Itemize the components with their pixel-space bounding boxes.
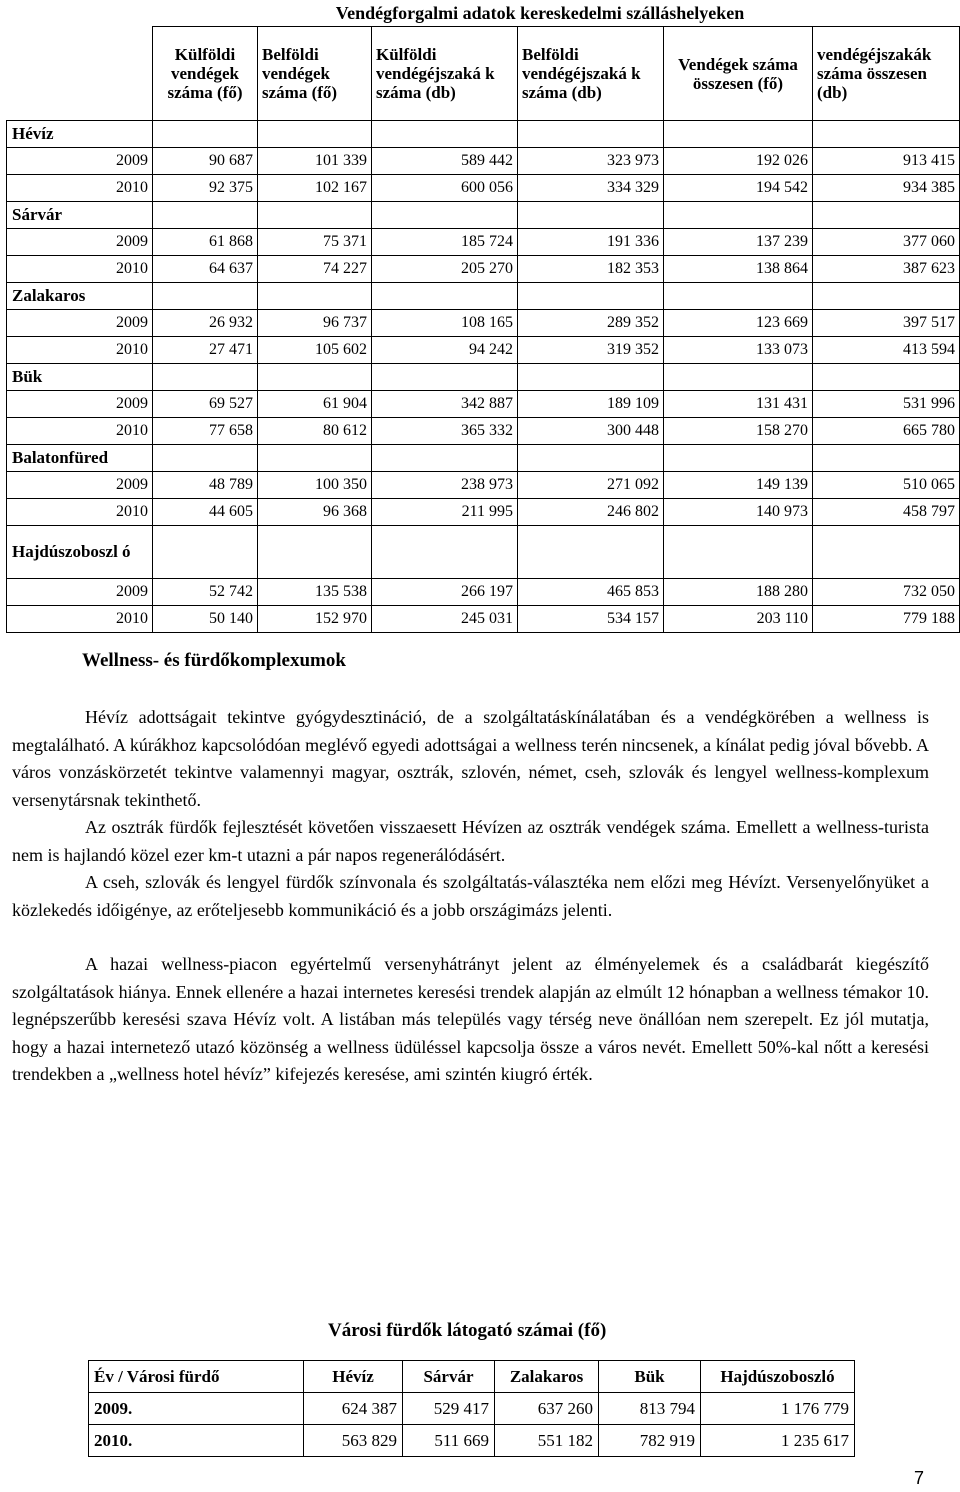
location-sarvar: Sárvár — [7, 202, 153, 229]
year-cell: 2010 — [7, 256, 153, 283]
data-cell: 913 415 — [813, 148, 960, 175]
table-row — [7, 418, 960, 445]
header-cell: Bük — [599, 1361, 701, 1393]
data-cell: 624 387 — [304, 1393, 403, 1425]
data-cell: 238 973 — [372, 472, 518, 499]
section-heading: Wellness- és fürdőkomplexumok — [82, 650, 346, 671]
data-cell: 637 260 — [495, 1393, 599, 1425]
data-cell: 158 270 — [664, 418, 813, 445]
table-row — [7, 606, 960, 633]
data-cell: 194 542 — [664, 175, 813, 202]
year-cell: 2009 — [7, 148, 153, 175]
year-cell: 2009 — [7, 229, 153, 256]
year-cell: 2010 — [7, 337, 153, 364]
page-number: 7 — [914, 1468, 925, 1488]
data-cell: 551 182 — [495, 1425, 599, 1457]
data-cell: 137 239 — [664, 229, 813, 256]
data-cell: 133 073 — [664, 337, 813, 364]
data-cell: 1 176 779 — [701, 1393, 855, 1425]
header-cell: Hajdúszoboszló — [701, 1361, 855, 1393]
bath-visitors-table — [88, 1360, 855, 1457]
year-cell: 2010 — [7, 418, 153, 445]
data-cell: 90 687 — [153, 148, 258, 175]
data-cell: 189 109 — [518, 391, 664, 418]
year-cell: 2010. — [89, 1425, 304, 1457]
data-cell: 52 742 — [153, 579, 258, 606]
data-cell: 69 527 — [153, 391, 258, 418]
location-zalakaros: Zalakaros — [7, 283, 153, 310]
location-balatonfured: Balatonfüred — [7, 445, 153, 472]
header-cell: Zalakaros — [495, 1361, 599, 1393]
year-cell: 2010 — [7, 606, 153, 633]
data-cell: 64 637 — [153, 256, 258, 283]
table-row — [7, 391, 960, 418]
data-cell: 342 887 — [372, 391, 518, 418]
data-cell: 246 802 — [518, 499, 664, 526]
year-cell: 2010 — [7, 175, 153, 202]
location-buk: Bük — [7, 364, 153, 391]
data-cell: 138 864 — [664, 256, 813, 283]
year-cell: 2009 — [7, 579, 153, 606]
corner-header — [7, 27, 153, 121]
data-cell: 96 737 — [258, 310, 372, 337]
data-cell: 377 060 — [813, 229, 960, 256]
year-cell: 2009 — [7, 472, 153, 499]
data-cell: 665 780 — [813, 418, 960, 445]
data-cell: 102 167 — [258, 175, 372, 202]
data-cell: 61 904 — [258, 391, 372, 418]
data-cell: 732 050 — [813, 579, 960, 606]
data-cell: 531 996 — [813, 391, 960, 418]
data-cell: 529 417 — [403, 1393, 495, 1425]
paragraph: A cseh, szlovák és lengyel fürdők színvonala és szolgáltatás-választéka nem előzi meg Hévízt. Versenyelőnyüket a közlekedés időigénye, az erőteljesebb kommunikáció és a jobb országimázs jelenti. — [12, 872, 929, 920]
year-cell: 2009 — [7, 391, 153, 418]
data-cell: 182 353 — [518, 256, 664, 283]
data-cell: 203 110 — [664, 606, 813, 633]
data-cell: 100 350 — [258, 472, 372, 499]
data-cell: 387 623 — [813, 256, 960, 283]
header-cell: Év / Városi fürdő — [89, 1361, 304, 1393]
data-cell: 245 031 — [372, 606, 518, 633]
data-cell: 782 919 — [599, 1425, 701, 1457]
data-cell: 48 789 — [153, 472, 258, 499]
location-heviz: Hévíz — [7, 121, 153, 148]
table-row — [7, 337, 960, 364]
table1-title: Vendégforgalmi adatok kereskedelmi szálláshelyeken — [335, 3, 745, 23]
data-cell: 1 235 617 — [701, 1425, 855, 1457]
data-cell: 92 375 — [153, 175, 258, 202]
data-cell: 185 724 — [372, 229, 518, 256]
data-cell: 289 352 — [518, 310, 664, 337]
data-cell: 80 612 — [258, 418, 372, 445]
data-cell: 152 970 — [258, 606, 372, 633]
data-cell: 458 797 — [813, 499, 960, 526]
table-row — [7, 148, 960, 175]
data-cell: 211 995 — [372, 499, 518, 526]
data-cell: 123 669 — [664, 310, 813, 337]
data-cell: 191 336 — [518, 229, 664, 256]
data-cell: 26 932 — [153, 310, 258, 337]
data-cell: 27 471 — [153, 337, 258, 364]
data-cell: 44 605 — [153, 499, 258, 526]
table-row — [7, 499, 960, 526]
data-cell: 135 538 — [258, 579, 372, 606]
data-cell: 465 853 — [518, 579, 664, 606]
table-header-row — [89, 1361, 855, 1393]
table-row — [7, 229, 960, 256]
data-cell: 510 065 — [813, 472, 960, 499]
section-body — [12, 704, 929, 1089]
data-cell: 319 352 — [518, 337, 664, 364]
data-cell: 511 669 — [403, 1425, 495, 1457]
data-cell: 74 227 — [258, 256, 372, 283]
data-cell: 108 165 — [372, 310, 518, 337]
data-cell: 205 270 — [372, 256, 518, 283]
table-row — [89, 1425, 855, 1457]
year-cell: 2009 — [7, 310, 153, 337]
header-domestic-nights: Belföldi vendégéjszaká k száma (db) — [518, 27, 664, 121]
data-cell: 101 339 — [258, 148, 372, 175]
table-row — [7, 310, 960, 337]
data-cell: 600 056 — [372, 175, 518, 202]
data-cell: 94 242 — [372, 337, 518, 364]
data-cell: 779 188 — [813, 606, 960, 633]
table-row — [89, 1393, 855, 1425]
data-cell: 105 602 — [258, 337, 372, 364]
year-cell: 2010 — [7, 499, 153, 526]
header-domestic-guests: Belföldi vendégek száma (fő) — [258, 27, 372, 121]
data-cell: 413 594 — [813, 337, 960, 364]
header-guests-total: Vendégek száma összesen (fő) — [664, 27, 813, 121]
data-cell: 75 371 — [258, 229, 372, 256]
paragraph: Az osztrák fürdők fejlesztését követően visszaesett Hévízen az osztrák vendégek száma. Emellett a wellness-turista nem is hajlandó közel ezer km-t utazni a pár napos regenerálódásért. — [12, 817, 929, 865]
paragraph: Hévíz adottságait tekintve gyógydesztináció, de a szolgáltatáskínálatában és a vendégkörében a wellness is megtalálható. A kúrákhoz kapcsolódóan meglévő egyedi adottságai a wellness terén nincsenek, a kínálat pedig jóval bővebb. A város vonzáskörzetét tekintve valamennyi magyar, osztrák, szlovén, német, cseh, szlovák és lengyel wellness-komplexum versenytársnak tekinthető. — [12, 707, 929, 810]
data-cell: 271 092 — [518, 472, 664, 499]
data-cell: 149 139 — [664, 472, 813, 499]
data-cell: 266 197 — [372, 579, 518, 606]
header-foreign-guests: Külföldi vendégek száma (fő) — [153, 27, 258, 121]
table2-title: Városi fürdők látogató számai (fő) — [328, 1320, 607, 1341]
header-nights-total: vendégéjszakák száma összesen (db) — [813, 27, 960, 121]
table-row — [7, 256, 960, 283]
table-row — [7, 472, 960, 499]
data-cell: 323 973 — [518, 148, 664, 175]
data-cell: 77 658 — [153, 418, 258, 445]
header-cell: Sárvár — [403, 1361, 495, 1393]
data-cell: 397 517 — [813, 310, 960, 337]
data-cell: 96 368 — [258, 499, 372, 526]
data-cell: 563 829 — [304, 1425, 403, 1457]
data-cell: 140 973 — [664, 499, 813, 526]
data-cell: 934 385 — [813, 175, 960, 202]
location-hajduszoboszlo: Hajdúszoboszl ó — [7, 526, 153, 579]
data-cell: 61 868 — [153, 229, 258, 256]
header-cell: Hévíz — [304, 1361, 403, 1393]
data-cell: 131 431 — [664, 391, 813, 418]
table-row — [7, 175, 960, 202]
data-cell: 50 140 — [153, 606, 258, 633]
data-cell: 813 794 — [599, 1393, 701, 1425]
paragraph: A hazai wellness-piacon egyértelmű versenyhátrányt jelent az élményelemek és a családbarát kiegészítő szolgáltatások hiánya. Ennek ellenére a hazai internetes keresési trendek alapján az elmúlt 12 hónapban a wellness témakor 10. legnépszerűbb keresési szava Hévíz volt. A listában más település vagy térség neve önállóan nem szerepelt. Ez jól mutatja, hogy a hazai internetező utazó közönség a wellness üdüléssel kapcsolja össze a város nevét. Emellett 50%-kal nőtt a keresési trendekben a „wellness hotel hévíz” kifejezés keresése, ami szintén kiugró érték. — [12, 954, 929, 1084]
data-cell: 300 448 — [518, 418, 664, 445]
year-cell: 2009. — [89, 1393, 304, 1425]
data-cell: 334 329 — [518, 175, 664, 202]
data-cell: 192 026 — [664, 148, 813, 175]
data-cell: 534 157 — [518, 606, 664, 633]
header-foreign-nights: Külföldi vendégéjszaká k száma (db) — [372, 27, 518, 121]
data-cell: 365 332 — [372, 418, 518, 445]
data-cell: 589 442 — [372, 148, 518, 175]
data-cell: 188 280 — [664, 579, 813, 606]
guest-traffic-table — [6, 26, 960, 633]
table-row — [7, 579, 960, 606]
